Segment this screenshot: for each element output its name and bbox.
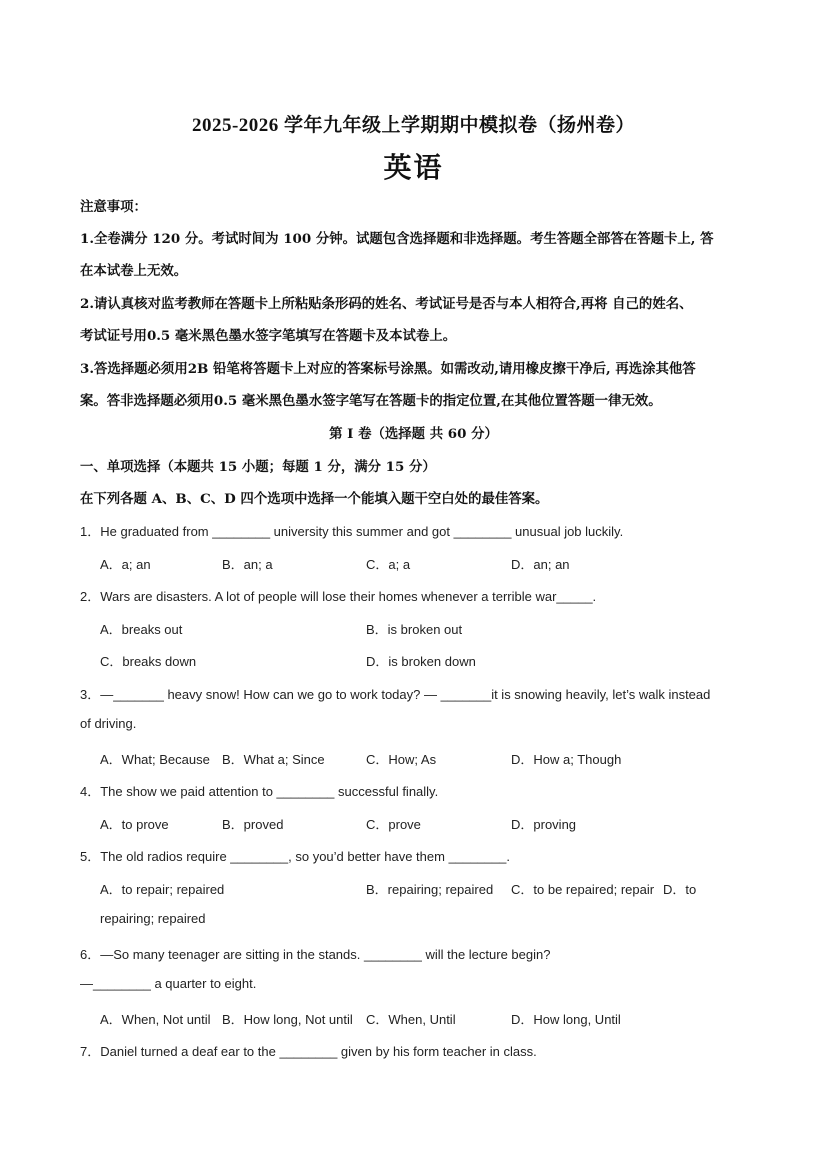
q5-option-c: C．to be repaired; repair <box>511 882 655 897</box>
section-heading: 一、单项选择（本题共 15 小题；每题 1 分，满分 15 分） <box>80 459 436 475</box>
q4-option-b: B．proved <box>222 817 284 832</box>
question-7: 7．Daniel turned a deaf ear to the ________ given by his form teacher in class. <box>80 1044 537 1059</box>
note-2-line-1: 2.请认真核对监考教师在答题卡上所粘贴条形码的姓名、考试证号是否与本人相符合,再将 自己的姓名、 <box>80 296 693 312</box>
question-4: 4．The show we paid attention to ________ successful finally. <box>80 784 439 799</box>
q1-option-b: B．an; a <box>222 557 273 572</box>
q1-option-a: A．a; an <box>100 557 151 572</box>
q5-option-a: A．to repair; repaired <box>100 882 225 897</box>
question-3-line-2: of driving. <box>80 716 137 731</box>
question-6-line-2: —________ a quarter to eight. <box>80 976 257 991</box>
question-5: 5．The old radios require ________, so you’d better have them ________. <box>80 849 511 864</box>
q6-option-a: A．When, Not until <box>100 1012 211 1027</box>
note-3-line-1: 3.答选择题必须用2B 铅笔将答题卡上对应的答案标号涂黑。如需改动,请用橡皮擦干净后, 再选涂其他答 <box>80 361 696 377</box>
q4-option-d: D．proving <box>511 817 577 832</box>
q5-option-d-continued: repairing; repaired <box>100 911 206 926</box>
q5-option-b: B．repairing; repaired <box>366 882 494 897</box>
q5-option-d: D．to <box>663 882 697 897</box>
q6-option-c: C．When, Until <box>366 1012 456 1027</box>
question-2: 2．Wars are disasters. A lot of people will lose their homes whenever a terrible war_____. <box>80 589 597 604</box>
question-3-line-1: 3．—_______ heavy snow! How can we go to work today? — _______it is snowing heavily, let’s walk instead <box>80 687 711 702</box>
q2-option-c: C．breaks down <box>100 654 197 669</box>
subject-title: 英语 <box>383 151 444 184</box>
q1-option-d: D．an; an <box>511 557 570 572</box>
q3-option-c: C．How; As <box>366 752 437 767</box>
question-1: 1．He graduated from ________ university this summer and got ________ unusual job luckily. <box>80 524 624 539</box>
q3-option-a: A．What; Because <box>100 752 210 767</box>
q3-option-d: D．How a; Though <box>511 752 622 767</box>
note-1-line-1: 1.全卷满分 120 分。考试时间为 100 分钟。试题包含选择题和非选择题。考生答题全部答在答题卡上, 答 <box>80 231 714 247</box>
q1-option-c: C．a; a <box>366 557 411 572</box>
q4-option-a: A．to prove <box>100 817 169 832</box>
part-title: 第 I 卷（选择题 共 60 分） <box>329 426 498 442</box>
section-instruction: 在下列各题 A、B、C、D 四个选项中选择一个能填入题干空白处的最佳答案。 <box>80 491 549 507</box>
q2-option-b: B．is broken out <box>366 622 463 637</box>
q3-option-b: B．What a; Since <box>222 752 325 767</box>
q4-option-c: C．prove <box>366 817 421 832</box>
q2-option-d: D．is broken down <box>366 654 476 669</box>
note-3-line-2: 案。答非选择题必须用0.5 毫米黑色墨水签字笔写在答题卡的指定位置,在其他位置答题一律无效。 <box>80 393 662 409</box>
q6-option-d: D．How long, Until <box>511 1012 621 1027</box>
note-2-line-2: 考试证号用0.5 毫米黑色墨水签字笔填写在答题卡及本试卷上。 <box>80 328 457 344</box>
question-6-line-1: 6．—So many teenager are sitting in the stands. ________ will the lecture begin? <box>80 947 551 962</box>
q6-option-b: B．How long, Not until <box>222 1012 353 1027</box>
notes-heading: 注意事项： <box>80 199 147 215</box>
note-1-line-2: 在本试卷上无效。 <box>80 263 188 279</box>
exam-title: 2025-2026 学年九年级上学期期中模拟卷（扬州卷） <box>191 115 636 136</box>
q2-option-a: A．breaks out <box>100 622 183 637</box>
